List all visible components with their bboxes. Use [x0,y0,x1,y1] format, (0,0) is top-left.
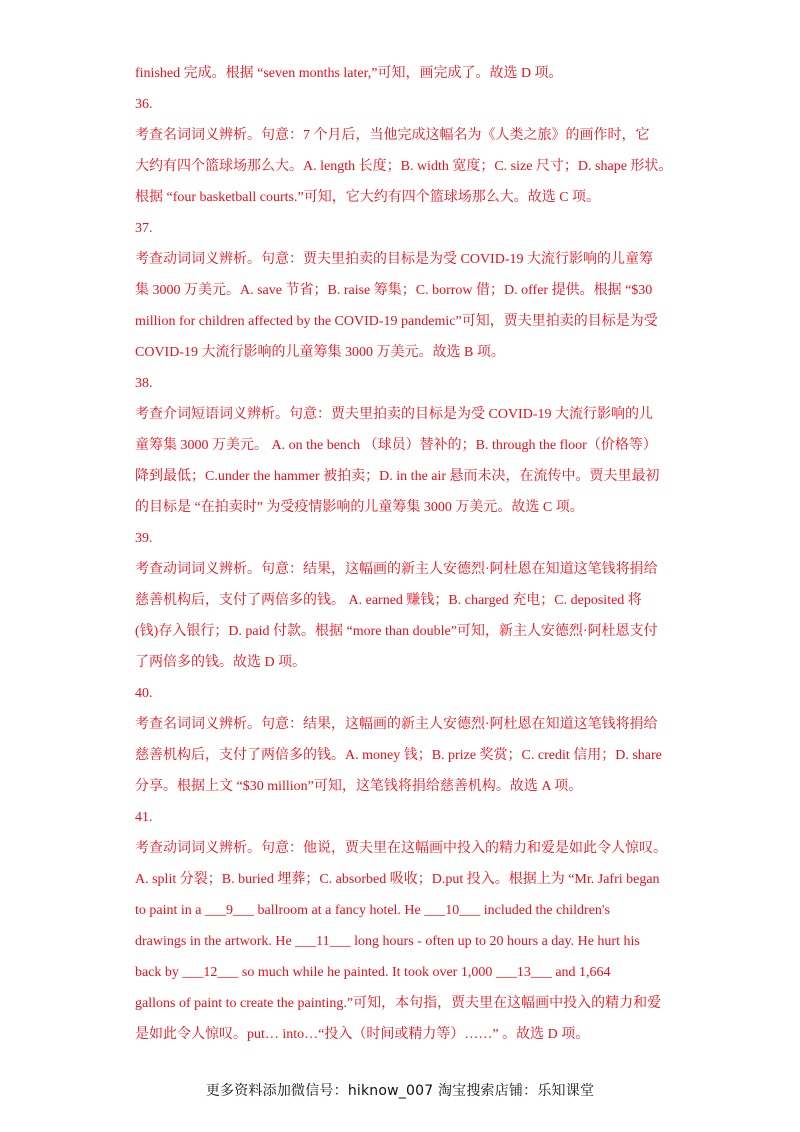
page-footer: 更多资料添加微信号：hiknow_007 淘宝搜索店铺：乐知课堂 [205,1083,595,1099]
text-line: 考查动词词义辨析。句意：结果，这幅画的新主人安德烈·阿杜恩在知道这笔钱将捐给 [135,562,658,577]
text-line: 考查名词词义辨析。句意：7 个月后，当他完成这幅名为《人类之旅》的画作时，它 [135,128,650,143]
text-line: 考查名词词义辨析。句意：结果，这幅画的新主人安德烈·阿杜恩在知道这笔钱将捐给 [135,717,658,732]
text-line: 慈善机构后，支付了两倍多的钱。A. money 钱；B. prize 奖赏；C. credit 信用；D. share [135,748,662,763]
text-line: 是如此令人惊叹。put… into…“投入（时间或精力等）……” 。故选 D 项。 [135,1027,590,1042]
text-line: 慈善机构后，支付了两倍多的钱。 A. earned 赚钱；B. charged 充电；C. deposited 将 [135,593,642,608]
text-line: 考查动词词义辨析。句意：他说，贾夫里在这幅画中投入的精力和爱是如此令人惊叹。 [135,841,667,856]
text-line: finished 完成。根据 “seven months later,”可知，画完成了。故选 D 项。 [135,66,563,81]
text-line: 根据 “four basketball courts.”可知，它大约有四个篮球场那么大。故选 C 项。 [135,190,601,205]
text-line: 降到最低；C.under the hammer 被拍卖；D. in the air 悬而未决，在流传中。贾夫里最初 [135,469,660,484]
question-number: 37. [135,221,153,236]
text-line: COVID-19 大流行影响的儿童筹集 3000 万美元。故选 B 项。 [135,345,505,360]
text-line: gallons of paint to create the painting.”可知，本句指，贾夫里在这幅画中投入的精力和爱 [135,996,662,1011]
text-line: 了两倍多的钱。故选 D 项。 [135,655,307,670]
text-line: drawings in the artwork. He ___11___ long hours - often up to 20 hours a day. He hurt his [135,934,640,949]
text-line: 分享。根据上文 “$30 million”可知，这笔钱将捐给慈善机构。故选 A 项。 [135,779,583,794]
text-line: back by ___12___ so much while he painted. It took over 1,000 ___13___ and 1,664 [135,965,611,980]
text-line: 考查动词词义辨析。句意：贾夫里拍卖的目标是为受 COVID-19 大流行影响的儿童筹 [135,252,653,267]
text-line: A. split 分裂；B. buried 埋葬；C. absorbed 吸收；D.put 投入。根据上为 “Mr. Jafri began [135,872,660,887]
question-number: 38. [135,376,153,391]
text-line: 集 3000 万美元。A. save 节省；B. raise 筹集；C. borrow 借；D. offer 提供。根据 “$30 [135,283,653,298]
text-line: 大约有四个篮球场那么大。A. length 长度；B. width 宽度；C. size 尺寸；D. shape 形状。 [135,159,673,174]
text-line: 考查介词短语词义辨析。句意：贾夫里拍卖的目标是为受 COVID-19 大流行影响的儿 [135,407,653,422]
question-number: 40. [135,686,153,701]
question-number: 36. [135,97,153,112]
question-number: 41. [135,810,153,825]
text-line: (钱)存入银行；D. paid 付款。根据 “more than double”可知，新主人安德烈·阿杜恩支付 [135,624,658,639]
text-line: million for children affected by the COVID-19 pandemic”可知，贾夫里拍卖的目标是为受 [135,314,658,329]
text-line: 的目标是 “在拍卖时” 为受疫情影响的儿童筹集 3000 万美元。故选 C 项。 [135,500,584,515]
question-number: 39. [135,531,153,546]
text-line: 童筹集 3000 万美元。 A. on the bench （球员）替补的；B. through the floor（价格等） [135,438,657,453]
answer-explanations [135,58,675,1050]
text-line: to paint in a ___9___ ballroom at a fancy hotel. He ___10___ included the children's [135,903,610,918]
